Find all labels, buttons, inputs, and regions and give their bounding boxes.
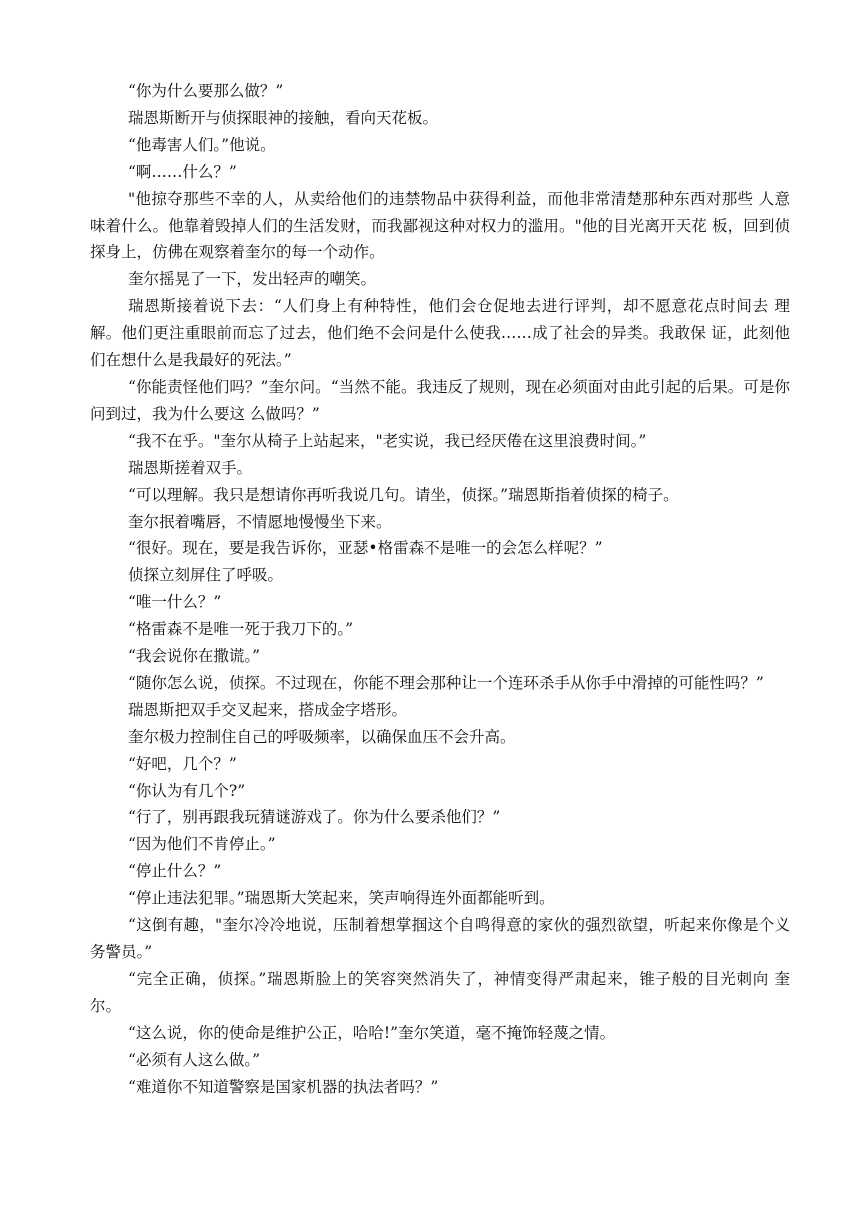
paragraph: 瑞恩斯接着说下去：“人们身上有种特性，他们会仓促地去进行评判，却不愿意花点时间去 理解。他们更注重眼前而忘了过去，他们绝不会问是什么使我……成了社会的异类。我敢保 证，此刻他们在想什么是我最好的死法。” [90, 297, 790, 370]
document-body [90, 78, 790, 1100]
paragraph: 奎尔抿着嘴唇，不情愿地慢慢坐下来。 [128, 512, 392, 531]
paragraph: “格雷森不是唯一死于我刀下的。” [128, 620, 354, 639]
paragraph: 瑞恩斯断开与侦探眼神的接触，看向天花板。 [128, 108, 439, 127]
paragraph: “难道你不知道警察是国家机器的执法者吗？” [128, 1077, 439, 1096]
paragraph: “你能责怪他们吗？”奎尔问。“当然不能。我违反了规则，现在必须面对由此引起的后果。可是你问到过，我为什么要这 么做吗？” [90, 377, 790, 423]
paragraph: “我会说你在撒谎。” [128, 647, 261, 666]
paragraph: “这么说，你的使命是维护公正，哈哈!”奎尔笑道，毫不掩饰轻蔑之情。 [128, 1023, 616, 1042]
paragraph: "他掠夺那些不幸的人，从卖给他们的违禁物品中获得利益，而他非常清楚那种东西对那些 人意味着什么。他靠着毁掉人们的生活发财，而我鄙视这种对权力的滥用。"他的目光离开天花 板，回到侦探身上，仿佛在观察着奎尔的每一个动作。 [90, 189, 790, 262]
paragraph: “他毒害人们。”他说。 [128, 135, 276, 154]
paragraph: “你认为有几个?” [128, 781, 246, 800]
paragraph: “必须有人这么做。” [128, 1050, 261, 1069]
paragraph: 瑞恩斯把双手交叉起来，搭成金字塔形。 [128, 700, 408, 719]
paragraph: “可以理解。我只是想请你再听我说几句。请坐，侦探。”瑞恩斯指着侦探的椅子。 [128, 485, 679, 504]
paragraph: “很好。现在，要是我告诉你，亚瑟•格雷森不是唯一的会怎么样呢？” [128, 539, 603, 558]
paragraph: “随你怎么说，侦探。不过现在，你能不理会那种让一个连环杀手从你手中滑掉的可能性吗？” [128, 673, 764, 692]
paragraph: “完全正确，侦探。”瑞恩斯脸上的笑容突然消失了，神情变得严肃起来，锥子般的目光刺向 奎尔。 [90, 969, 790, 1015]
paragraph: “啊……什么？” [128, 162, 237, 181]
paragraph: 奎尔摇晃了一下，发出轻声的嘲笑。 [128, 270, 377, 289]
paragraph: “停止什么？” [128, 862, 222, 881]
paragraph: “好吧，几个？” [128, 754, 237, 773]
paragraph: 瑞恩斯搓着双手。 [128, 458, 253, 477]
paragraph: “你为什么要那么做？” [128, 82, 284, 100]
paragraph: “停止违法犯罪。”瑞恩斯大笑起来，笑声响得连外面都能听到。 [128, 889, 555, 908]
paragraph: “行了，别再跟我玩猜谜游戏了。你为什么要杀他们？” [128, 808, 501, 827]
paragraph: “唯一什么？” [128, 593, 222, 612]
paragraph: “因为他们不肯停止。” [128, 835, 276, 854]
paragraph: “这倒有趣，"奎尔冷冷地说，压制着想掌掴这个自鸣得意的家伙的强烈欲望，听起来你像是个义务警员。” [90, 916, 790, 961]
paragraph: 侦探立刻屏住了呼吸。 [128, 566, 284, 585]
paragraph: 奎尔极力控制住自己的呼吸频率，以确保血压不会升高。 [128, 727, 516, 746]
paragraph: “我不在乎。"奎尔从椅子上站起来，"老实说，我已经厌倦在这里浪费时间。” [128, 431, 647, 450]
